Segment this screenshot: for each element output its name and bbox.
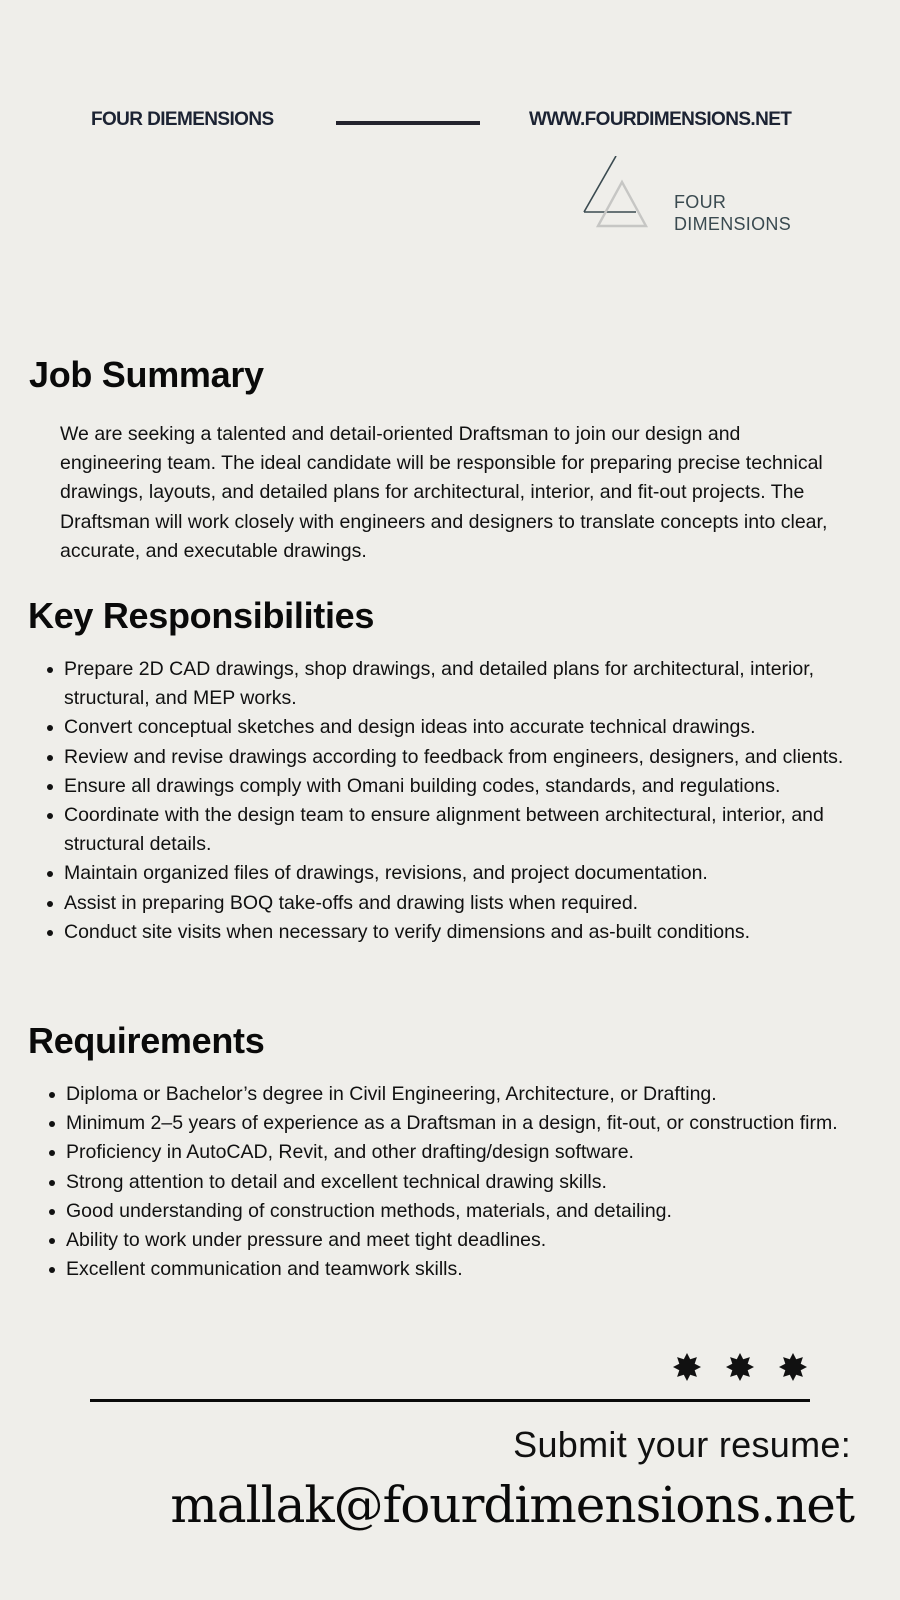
list-item: Ability to work under pressure and meet tight deadlines. <box>66 1226 896 1255</box>
footer-divider <box>90 1399 810 1402</box>
requirements-heading: Requirements <box>28 1020 265 1061</box>
contact-email-link[interactable]: mallak@fourdimensions.net <box>170 1476 854 1534</box>
decorative-stars <box>672 1352 812 1384</box>
logo-line-2: DIMENSIONS <box>674 214 792 234</box>
submit-resume-label: Submit your resume: <box>513 1424 851 1465</box>
list-item: Review and revise drawings according to feedback from engineers, designers, and clients. <box>64 743 894 772</box>
requirements-list <box>66 1080 896 1284</box>
list-item: Convert conceptual sketches and design ideas into accurate technical drawings. <box>64 713 894 742</box>
list-item: Strong attention to detail and excellent technical drawing skills. <box>66 1168 896 1197</box>
responsibilities-heading: Key Responsibilities <box>28 595 375 636</box>
starburst-icon <box>725 1352 755 1382</box>
list-item: Ensure all drawings comply with Omani building codes, standards, and regulations. <box>64 772 894 801</box>
list-item: Assist in preparing BOQ take-offs and drawing lists when required. <box>64 889 894 918</box>
company-logo <box>582 156 802 236</box>
list-item: Prepare 2D CAD drawings, shop drawings, and detailed plans for architectural, interior, structural, and MEP works. <box>64 655 894 713</box>
job-summary-text: We are seeking a talented and detail-oriented Draftsman to join our design and engineering team. The ideal candidate will be responsible for preparing precise technical drawings, layouts, and detailed plans for architectural, interior, and fit-out projects. The Draftsman will work closely with engineers and designers to translate concepts into clear, accurate, and executable drawings. <box>60 423 828 562</box>
starburst-icon <box>672 1352 702 1382</box>
responsibilities-list <box>64 655 894 947</box>
list-item: Proficiency in AutoCAD, Revit, and other drafting/design software. <box>66 1138 896 1167</box>
header-divider <box>336 121 480 125</box>
triangle-logo-icon <box>582 156 672 236</box>
list-item: Maintain organized files of drawings, revisions, and project documentation. <box>64 859 894 888</box>
list-item: Good understanding of construction methods, materials, and detailing. <box>66 1197 896 1226</box>
list-item: Excellent communication and teamwork skills. <box>66 1255 896 1284</box>
logo-wordmark <box>674 191 791 235</box>
job-summary-heading: Job Summary <box>29 354 264 395</box>
list-item: Conduct site visits when necessary to verify dimensions and as-built conditions. <box>64 918 894 947</box>
company-name: FOUR DIEMENSIONS <box>91 109 274 130</box>
list-item: Coordinate with the design team to ensure alignment between architectural, interior, and structural details. <box>64 801 894 859</box>
website-link[interactable]: WWW.FOURDIMENSIONS.NET <box>529 109 792 130</box>
list-item: Minimum 2–5 years of experience as a Draftsman in a design, fit-out, or construction firm. <box>66 1109 896 1138</box>
list-item: Diploma or Bachelor’s degree in Civil Engineering, Architecture, or Drafting. <box>66 1080 896 1109</box>
starburst-icon <box>778 1352 808 1382</box>
logo-line-1: FOUR <box>674 192 727 212</box>
